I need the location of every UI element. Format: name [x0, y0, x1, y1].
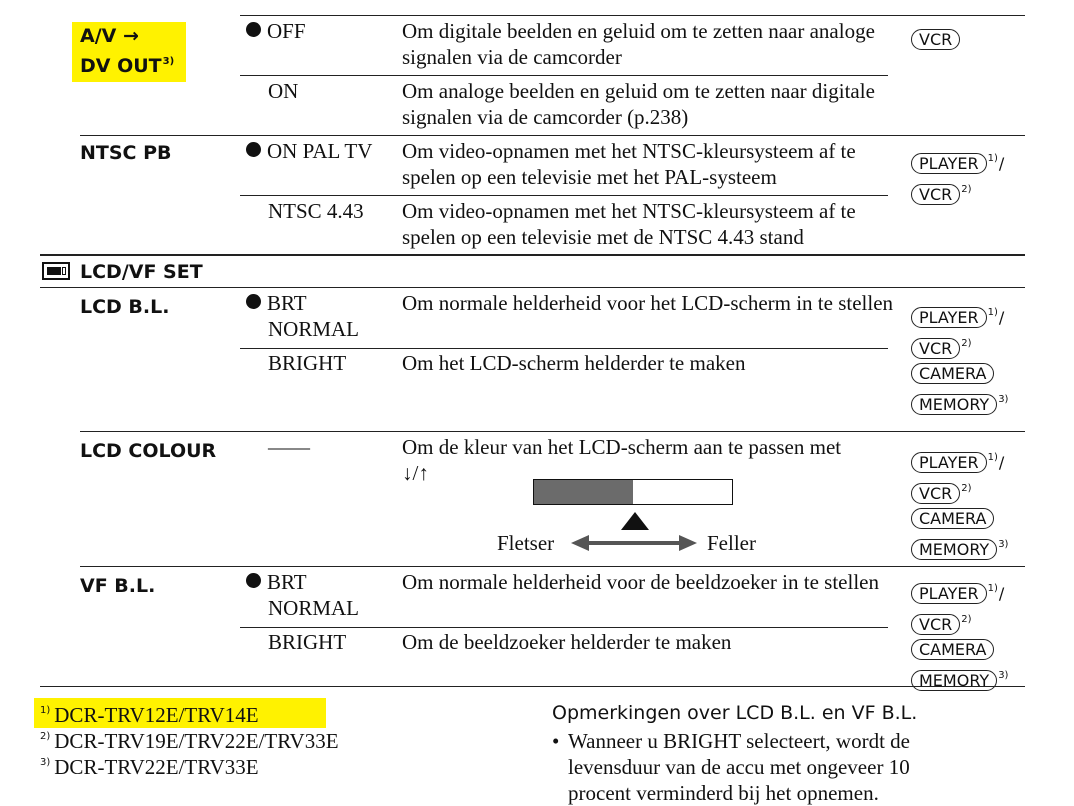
rule-lcdcolour-top — [80, 431, 1025, 432]
default-dot-icon — [246, 573, 261, 588]
footnote-ref: 3) — [162, 56, 175, 67]
av-desc-on: Om analoge beelden en geluid om te zetten naar digitale signalen via de camcorder (p.238) — [402, 79, 875, 129]
rule-section-top — [40, 254, 1025, 256]
rule-ntsc-mid — [240, 195, 888, 196]
mode-badge-vcr: VCR — [911, 184, 960, 205]
lcd-colour-desc: Om de kleur van het LCD-scherm aan te passen met ↓/↑ — [402, 434, 897, 486]
lcd-colour-badges: PLAYER $^{1)}$/ VCR $^{2)}$ CAMERA MEMORY $^{3)}$ — [911, 445, 1008, 563]
ntsc-pb-label: NTSC PB — [80, 142, 172, 164]
lcd-vf-icon — [42, 262, 70, 280]
default-dot-icon — [246, 142, 261, 157]
mode-badge-camera: CAMERA — [911, 639, 994, 660]
ntsc-option-on-pal-tv: ON PAL TV — [246, 138, 372, 164]
rule-section-bottom — [40, 287, 1025, 288]
scale-left-label: Fletser — [497, 531, 555, 555]
lcd-bl-option-normal: BRT NORMAL — [246, 290, 359, 342]
mode-badge-player: PLAYER — [911, 583, 987, 604]
mode-badge-memory: MEMORY — [911, 670, 997, 691]
rule-bottom — [40, 686, 1025, 687]
av-label-line1: A/V → — [80, 25, 139, 47]
rule-av-mid — [240, 75, 888, 76]
vf-bl-desc-normal: Om normale helderheid voor de beeldzoeker in te stellen — [402, 570, 879, 594]
section-title: LCD/VF SET — [80, 261, 203, 283]
mode-badge-vcr: VCR — [911, 483, 960, 504]
av-desc-off: Om digitale beelden en geluid om te zetten naar analoge signalen via de camcorder — [402, 19, 875, 69]
lcd-bl-label: LCD B.L. — [80, 296, 170, 318]
lcd-colour-option: —— — [268, 435, 310, 459]
footnote-2: $^{2)}$ DCR-TRV19E/TRV22E/TRV33E — [40, 729, 339, 753]
mode-badge-player: PLAYER — [911, 307, 987, 328]
default-dot-icon — [246, 294, 261, 309]
mode-badge-camera: CAMERA — [911, 508, 994, 529]
notes-heading: Opmerkingen over LCD B.L. en VF B.L. — [552, 702, 918, 724]
rule-vfbl-mid — [240, 627, 888, 628]
mode-badge-player: PLAYER — [911, 452, 987, 473]
scale-right-label: Feller — [707, 531, 756, 555]
arrow-keys-icon: ↓/↑ — [402, 461, 429, 485]
mode-badge-camera: CAMERA — [911, 363, 994, 384]
colour-level-fill — [534, 480, 633, 504]
vf-bl-option-normal: BRT NORMAL — [246, 569, 359, 621]
ntsc-badges: PLAYER $^{1)}$/ VCR $^{2)}$ — [911, 146, 1004, 208]
vf-bl-option-bright: BRIGHT — [268, 630, 347, 654]
mode-badge-memory: MEMORY — [911, 539, 997, 560]
mode-badge-player: PLAYER — [911, 153, 987, 174]
av-option-off: OFF — [246, 18, 306, 44]
vf-bl-label: VF B.L. — [80, 575, 156, 597]
mode-badge-vcr: VCR — [911, 29, 960, 50]
lcd-bl-desc-normal: Om normale helderheid voor het LCD-scherm in te stellen — [402, 291, 894, 315]
double-arrow-icon — [571, 534, 697, 552]
lcd-bl-option-bright: BRIGHT — [268, 351, 347, 375]
rule-top — [240, 15, 1025, 16]
mode-badge-memory: MEMORY — [911, 394, 997, 415]
vf-bl-desc-bright: Om de beeldzoeker helderder te maken — [402, 630, 732, 654]
footnote-1: $^{1)}$ DCR-TRV12E/TRV14E — [34, 698, 326, 728]
notes-text: Wanneer u BRIGHT selecteert, wordt de levensduur van de accu met ongeveer 10 procent verminderd bij het opnemen. — [568, 729, 910, 805]
av-label-line2: DV OUT$^{3)}$ — [80, 55, 175, 77]
rule-lcdbl-mid — [240, 348, 888, 349]
notes-bullet: • — [552, 729, 560, 753]
lcd-bl-badges: PLAYER $^{1)}$/ VCR $^{2)}$ CAMERA MEMORY $^{3)}$ — [911, 300, 1008, 418]
av-badges — [911, 28, 960, 53]
colour-level-bar — [533, 479, 733, 505]
lcd-colour-label: LCD COLOUR — [80, 440, 217, 462]
av-option-on: ON — [268, 79, 299, 103]
av-dvout-label — [72, 22, 186, 82]
rule-ntsc-top — [80, 135, 1025, 136]
vf-bl-badges: PLAYER $^{1)}$/ VCR $^{2)}$ CAMERA MEMORY $^{3)}$ — [911, 576, 1008, 694]
ntsc-desc-443: Om video-opnamen met het NTSC-kleursysteem af te spelen op een televisie met de NTSC 4.43 stand — [402, 199, 856, 249]
ntsc-option-443: NTSC 4.43 — [268, 199, 364, 223]
default-dot-icon — [246, 22, 261, 37]
lcd-bl-desc-bright: Om het LCD-scherm helderder te maken — [402, 351, 746, 375]
level-pointer-icon — [621, 512, 649, 530]
rule-vfbl-top — [80, 566, 1025, 567]
mode-badge-vcr: VCR — [911, 614, 960, 635]
ntsc-desc-on-pal-tv: Om video-opnamen met het NTSC-kleursysteem af te spelen op een televisie met het PAL-systeem — [402, 139, 856, 189]
footnote-3: $^{3)}$ DCR-TRV22E/TRV33E — [40, 755, 259, 779]
mode-badge-vcr: VCR — [911, 338, 960, 359]
